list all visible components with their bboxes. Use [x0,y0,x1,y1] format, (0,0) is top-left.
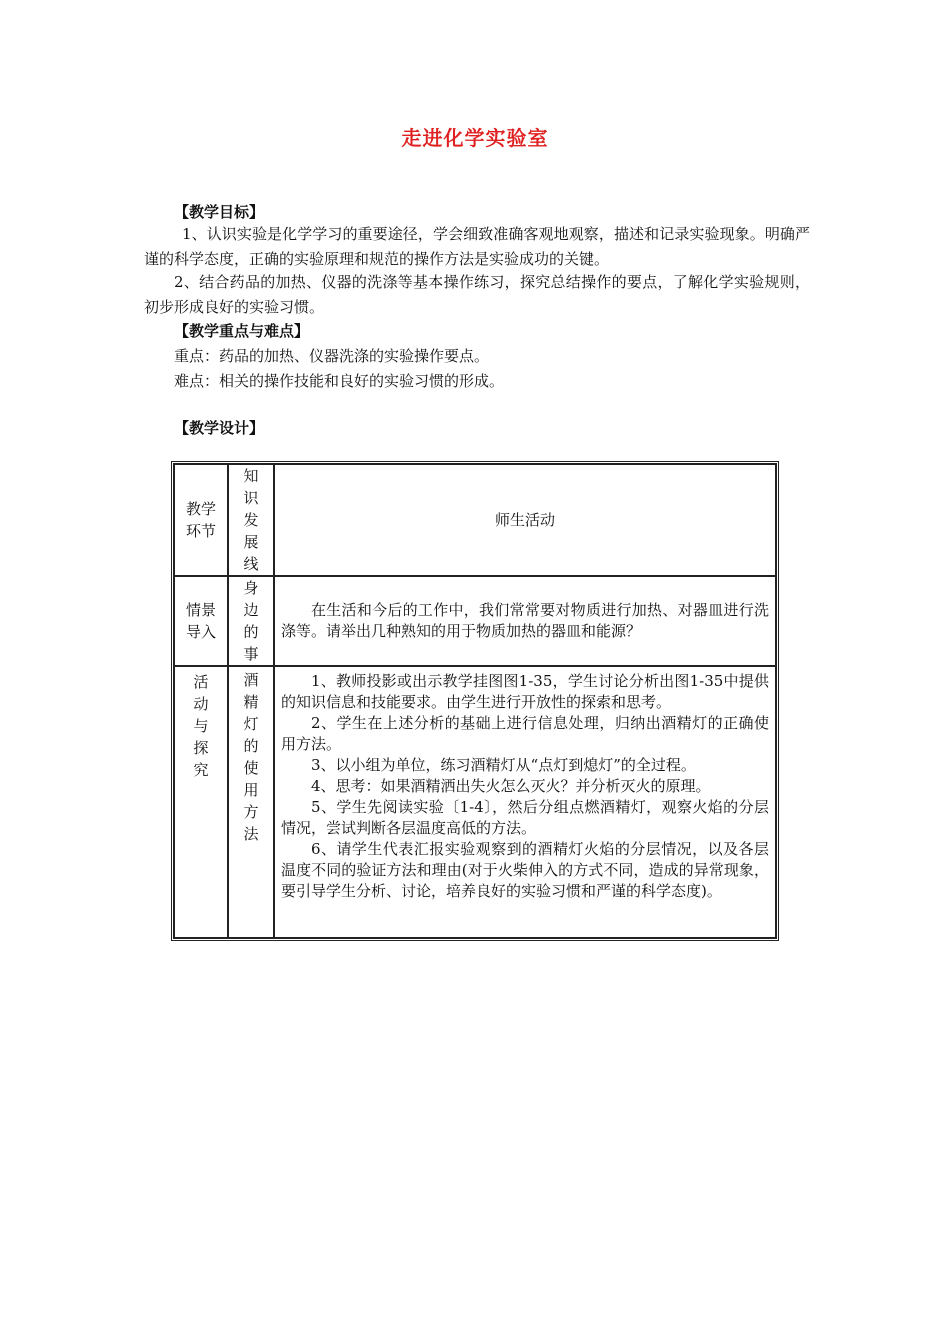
header-knowledge-line-cell [228,464,274,576]
header-char: 展 [243,533,259,551]
table-header-row [174,464,776,576]
objective-item-2: 2、结合药品的加热、仪器的洗涤等基本操作练习，探究总结操作的要点，了解化学实验规则，初步形成良好的实验习惯。 [144,273,810,316]
row2-char: 酒 [243,671,259,689]
activity-item: 1、教师投影或出示教学挂图图1-35，学生讨论分析出图1-35中提供的知识信息和技能要求。由学生进行开放性的探索和思考。 [281,672,769,711]
row1-char: 的 [243,623,259,641]
activity-item: 4、思考：如果酒精洒出失火怎么灭火？并分析灭火的原理。 [311,777,711,795]
difficulty-text: 难点：相关的操作技能和良好的实验习惯的形成。 [174,372,505,390]
header-char: 识 [243,489,259,507]
header-section-label: 教学环节 [185,500,216,540]
row2-char: 使 [243,759,259,777]
row2-section-char: 探 [193,739,209,757]
row1-char: 身 [243,579,259,597]
objective-item-1: 1、认识实验是化学学习的重要途径，学会细致准确客观地观察，描述和记录实验现象。明确严谨的科学态度，正确的实验原理和规范的操作方法是实验成功的关键。 [144,225,810,268]
key-point-text: 重点：药品的加热、仪器洗涤的实验操作要点。 [174,347,490,365]
row1-activity-text: 在生活和今后的工作中，我们常常要对物质进行加热、对器皿进行洗涤等。请举出几种熟知的用于物质加热的器皿和能源？ [281,601,769,640]
header-activity-cell: 师生活动 [274,464,776,576]
table-row [174,666,776,938]
header-char: 线 [243,555,259,573]
row1-char: 事 [243,645,259,663]
activity-item: 5、学生先阅读实验〔1-4〕，然后分组点燃酒精灯，观察火焰的分层情况，尝试判断各层温度高低的方法。 [281,798,769,837]
row2-char: 的 [243,737,259,755]
row2-section-char: 动 [193,695,209,713]
row1-char: 边 [243,601,259,619]
row2-char: 法 [243,825,259,843]
row2-section-char: 活 [193,673,209,691]
document-title: 走进化学实验室 [401,126,549,150]
row2-section-char: 究 [193,761,209,779]
row1-activity-cell [274,576,776,666]
activity-item: 6、请学生代表汇报实验观察到的酒精灯火焰的分层情况，以及各层温度不同的验证方法和理由(对于火柴伸入的方式不同，造成的异常现象，要引导学生分析、讨论，培养良好的实验习惯和严谨的科学态度)。 [281,840,769,900]
row2-char: 方 [243,803,259,821]
key-points-heading: 【教学重点与难点】 [174,322,310,340]
row2-section-cell [174,666,228,938]
row1-knowledge-line-cell [228,576,274,666]
header-char: 发 [243,511,259,529]
design-heading: 【教学设计】 [174,419,265,437]
header-char: 知 [243,467,259,485]
teaching-design-table [171,461,779,941]
activity-item: 3、以小组为单位，练习酒精灯从“点灯到熄灯”的全过程。 [311,756,696,774]
objectives-heading: 【教学目标】 [174,203,265,221]
row2-section-char: 与 [193,717,209,735]
activity-item: 2、学生在上述分析的基础上进行信息处理，归纳出酒精灯的正确使用方法。 [281,714,769,753]
row2-char: 用 [243,781,259,799]
table-row [174,576,776,666]
row2-knowledge-line-cell [228,666,274,938]
row2-activity-cell [274,666,776,938]
row2-char: 精 [243,693,259,711]
header-section-cell [174,464,228,576]
row2-char: 灯 [243,715,259,733]
row1-section-cell [174,576,228,666]
row1-section-label: 情景导入 [185,601,216,641]
